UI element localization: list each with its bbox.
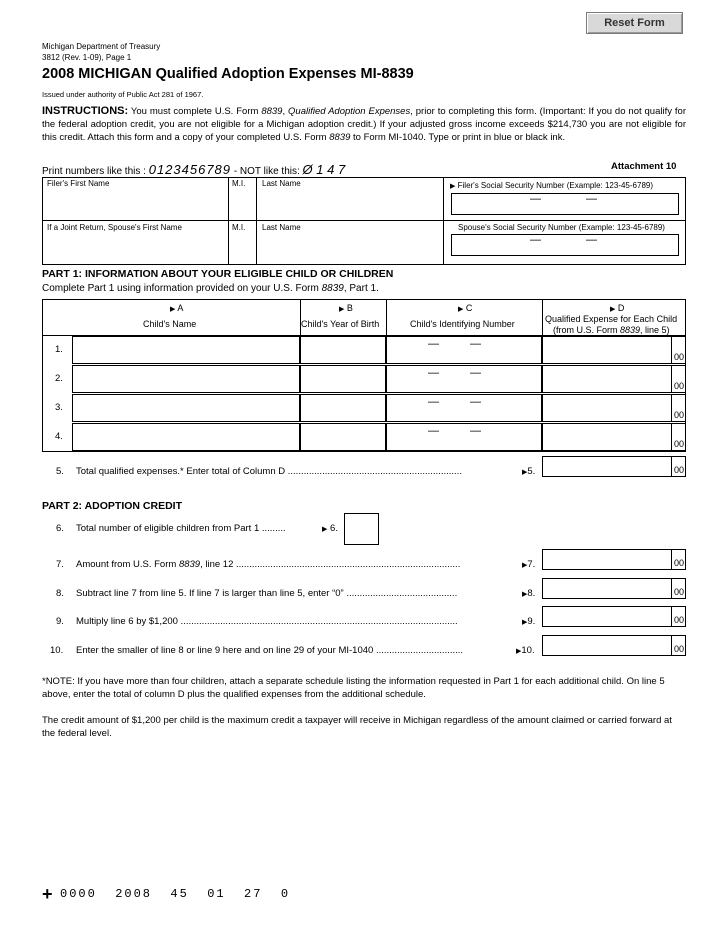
- line-5-ref: ▶5.: [522, 466, 536, 477]
- line-7-form: 8839: [178, 559, 201, 570]
- bad-numbers: Ø 1 4 7: [302, 162, 346, 177]
- part1-subtitle-form: 8839: [321, 283, 344, 294]
- child-row-num: 1.: [55, 344, 63, 355]
- filer-mi-label: M.I.: [232, 179, 246, 188]
- form-title: 2008 MICHIGAN Qualified Adoption Expenses MI-8839: [42, 66, 414, 82]
- filer-first-name-label: Filer's First Name: [47, 179, 110, 188]
- child-row-num: 3.: [55, 402, 63, 413]
- ssn-dash: —: [470, 367, 481, 379]
- child-expense-input[interactable]: [542, 365, 686, 393]
- child-name-input[interactable]: [72, 336, 300, 364]
- line-10-cents: 00: [673, 644, 684, 654]
- col-a-letter: A: [177, 303, 184, 313]
- line-7-ref-text: 7.: [527, 559, 536, 570]
- ssn-dash: —: [428, 338, 439, 350]
- filer-ssn-label-text: Filer's Social Security Number (Example: 123-45-6789): [457, 181, 654, 190]
- instructions-text-2: ,: [282, 106, 289, 117]
- col-d-source: [553, 325, 670, 335]
- child-expense-cents: 00: [673, 439, 684, 449]
- authority: Issued under authority of Public Act 281 of 1967.: [42, 90, 204, 99]
- instructions-text-3: , prior to completing this form. (Important: If you do not qualify for the federal adoption credit, you are not eligible for a Michigan adoption credit.) If your adjusted gross income exceeds $214,730 you are not eligible for this credit. Attach this form and a copy of your completed U.S. Form: [42, 106, 686, 143]
- ssn-dash: —: [470, 425, 481, 437]
- child-birth-year-input[interactable]: [300, 336, 386, 364]
- line-10-ref-text: 10.: [521, 645, 535, 656]
- part1-title: PART 1: INFORMATION ABOUT YOUR ELIGIBLE CHILD OR CHILDREN: [42, 268, 394, 280]
- line-9-ref: ▶9.: [522, 616, 536, 627]
- child-row-num: 2.: [55, 373, 63, 384]
- ssn-dash: —: [428, 425, 439, 437]
- spouse-last-name-input[interactable]: [261, 233, 441, 261]
- col-d-source-text-2: , line 5): [640, 325, 670, 335]
- filer-mi-input[interactable]: [232, 190, 254, 216]
- spouse-first-name-input[interactable]: [48, 233, 226, 261]
- line-5-cents: 00: [673, 465, 684, 475]
- line-7-num: 7.: [56, 559, 64, 570]
- line-7-ref: ▶7.: [522, 559, 536, 570]
- line-9-text: Multiply line 6 by $1,200 .........................................................................................................: [76, 616, 458, 627]
- instructions-label: INSTRUCTIONS:: [42, 105, 129, 117]
- line-8-text: Subtract line 7 from line 5. If line 7 is larger than line 5, enter “0” ..........................................: [76, 588, 458, 599]
- child-row-num: 4.: [55, 431, 63, 442]
- ssn-dash: —: [586, 193, 597, 205]
- child-birth-year-input[interactable]: [300, 394, 386, 422]
- filer-ssn-label: ▶ Filer's Social Security Number (Example: 123-45-6789): [450, 181, 654, 190]
- note-additional-children: *NOTE: If you have more than four children, attach a separate schedule listing the information requested in Part 1 for each additional child. On line 5 above, enter the total of column D plus the qualified expenses from the additional schedule.: [42, 676, 665, 700]
- spouse-ssn-input[interactable]: [451, 234, 679, 256]
- col-d-source-form: 8839: [620, 325, 641, 335]
- col-c-header-letter: ▶ C: [458, 303, 473, 313]
- dept-name: Michigan Department of Treasury: [42, 42, 161, 51]
- line-8-num: 8.: [56, 588, 64, 599]
- line-7-text: [76, 559, 460, 570]
- child-expense-cents: 00: [673, 381, 684, 391]
- line-5-num: 5.: [56, 466, 64, 477]
- line-7-amount[interactable]: [542, 549, 686, 570]
- child-name-input[interactable]: [72, 394, 300, 422]
- child-id-input[interactable]: [386, 336, 542, 364]
- line-5-text: Total qualified expenses.* Enter total of Column D ..................................................................: [76, 466, 462, 477]
- ssn-dash: —: [428, 367, 439, 379]
- child-id-input[interactable]: [386, 394, 542, 422]
- ssn-dash: —: [470, 396, 481, 408]
- line-9-ref-text: 9.: [527, 616, 536, 627]
- ssn-dash: —: [428, 396, 439, 408]
- child-name-input[interactable]: [72, 365, 300, 393]
- spouse-mi-label: M.I.: [232, 223, 246, 232]
- line-10-text: Enter the smaller of line 8 or line 9 here and on line 29 of your MI-1040 .................................: [76, 645, 464, 656]
- footer-plus: +: [42, 884, 53, 904]
- child-expense-input[interactable]: [542, 394, 686, 422]
- footer-code: 0000 2008 45 01 27 0: [60, 887, 291, 901]
- form-revision: 3812 (Rev. 1-09), Page 1: [42, 53, 132, 62]
- child-name-input[interactable]: [72, 423, 300, 451]
- spouse-last-name-label: Last Name: [262, 223, 301, 232]
- col-d-header-letter: ▶ D: [610, 303, 625, 313]
- not-like-label: - NOT like this:: [233, 166, 300, 177]
- col-d-letter: D: [617, 303, 625, 313]
- child-expense-cents: 00: [673, 352, 684, 362]
- spouse-first-name-label: If a Joint Return, Spouse's First Name: [47, 223, 182, 232]
- part1-subtitle-text-1: Complete Part 1 using information provided on your U.S. Form: [42, 283, 322, 294]
- filer-first-name-input[interactable]: [48, 190, 226, 216]
- good-numbers: 0123456789: [148, 162, 232, 177]
- col-b-header-letter: ▶ B: [339, 303, 353, 313]
- line-8-ref-text: 8.: [527, 588, 536, 599]
- child-expense-input[interactable]: [542, 336, 686, 364]
- col-a-header: Child's Name: [143, 319, 197, 329]
- filer-last-name-input[interactable]: [261, 190, 441, 216]
- reset-form-button[interactable]: Reset Form: [586, 12, 683, 34]
- line-8-cents: 00: [673, 587, 684, 597]
- filer-last-name-label: Last Name: [262, 179, 301, 188]
- instructions: [42, 105, 686, 144]
- child-birth-year-input[interactable]: [300, 365, 386, 393]
- line-10-amount[interactable]: [542, 635, 686, 656]
- instructions-form-name: Qualified Adoption Expenses: [288, 106, 411, 117]
- ssn-dash: —: [530, 193, 541, 205]
- col-b-letter: B: [346, 303, 353, 313]
- child-id-input[interactable]: [386, 365, 542, 393]
- line-9-cents: 00: [673, 615, 684, 625]
- col-b-header: Child's Year of Birth: [301, 319, 380, 329]
- line-9-num: 9.: [56, 616, 64, 627]
- line-8-ref: ▶8.: [522, 588, 536, 599]
- line-7-text-a: Amount from U.S. Form: [76, 559, 179, 570]
- child-expense-input[interactable]: [542, 423, 686, 451]
- col-a-header-letter: ▶ A: [170, 303, 184, 313]
- line-5-amount[interactable]: [542, 456, 686, 477]
- col-c-header: Child's Identifying Number: [410, 319, 515, 329]
- col-d-header: Qualified Expense for Each Child: [545, 314, 678, 324]
- line-7-cents: 00: [673, 558, 684, 568]
- spouse-ssn-label: Spouse's Social Security Number (Example: 123-45-6789): [458, 223, 665, 232]
- child-expense-cents: 00: [673, 410, 684, 420]
- line-6-num: 6.: [56, 523, 64, 534]
- instructions-text-1: You must complete U.S. Form: [130, 106, 262, 117]
- line-7-text-b: , line 12 .....................................................................................: [200, 559, 461, 570]
- line-5-ref-text: 5.: [527, 466, 536, 477]
- instructions-text-4: to Form MI-1040. Type or print in blue or black ink.: [350, 132, 566, 143]
- line-6-ref: ▶ 6.: [322, 523, 338, 534]
- col-d-source-text-1: (from U.S. Form: [553, 325, 620, 335]
- col-c-letter: C: [465, 303, 473, 313]
- line-6-text: Total number of eligible children from Part 1 .........: [76, 523, 286, 534]
- line-8-amount[interactable]: [542, 578, 686, 599]
- part1-subtitle: [42, 283, 379, 294]
- attachment-number: Attachment 10: [611, 161, 677, 172]
- line-10-num: 10.: [50, 645, 64, 656]
- spouse-mi-input[interactable]: [232, 233, 254, 261]
- ssn-dash: —: [586, 234, 597, 246]
- part1-subtitle-text-2: , Part 1.: [343, 283, 379, 294]
- child-birth-year-input[interactable]: [300, 423, 386, 451]
- instructions-form-num-2: 8839: [329, 132, 351, 143]
- ssn-dash: —: [470, 338, 481, 350]
- ssn-dash: —: [530, 234, 541, 246]
- line-6-input[interactable]: [344, 513, 379, 545]
- note-credit-amount: The credit amount of $1,200 per child is the maximum credit a taxpayer will receive in Michigan regardless of the amount claimed or carried forward at the federal level.: [42, 715, 672, 739]
- child-id-input[interactable]: [386, 423, 542, 451]
- instructions-form-num: 8839: [261, 106, 283, 117]
- line-10-ref: ▶10.: [516, 645, 535, 656]
- line-9-amount[interactable]: [542, 606, 686, 627]
- filer-ssn-input[interactable]: [451, 193, 679, 215]
- part2-title: PART 2: ADOPTION CREDIT: [42, 500, 183, 512]
- line-6-ref-text: 6.: [330, 523, 338, 534]
- print-numbers-row: [42, 162, 345, 177]
- print-numbers-label: Print numbers like this :: [42, 166, 146, 177]
